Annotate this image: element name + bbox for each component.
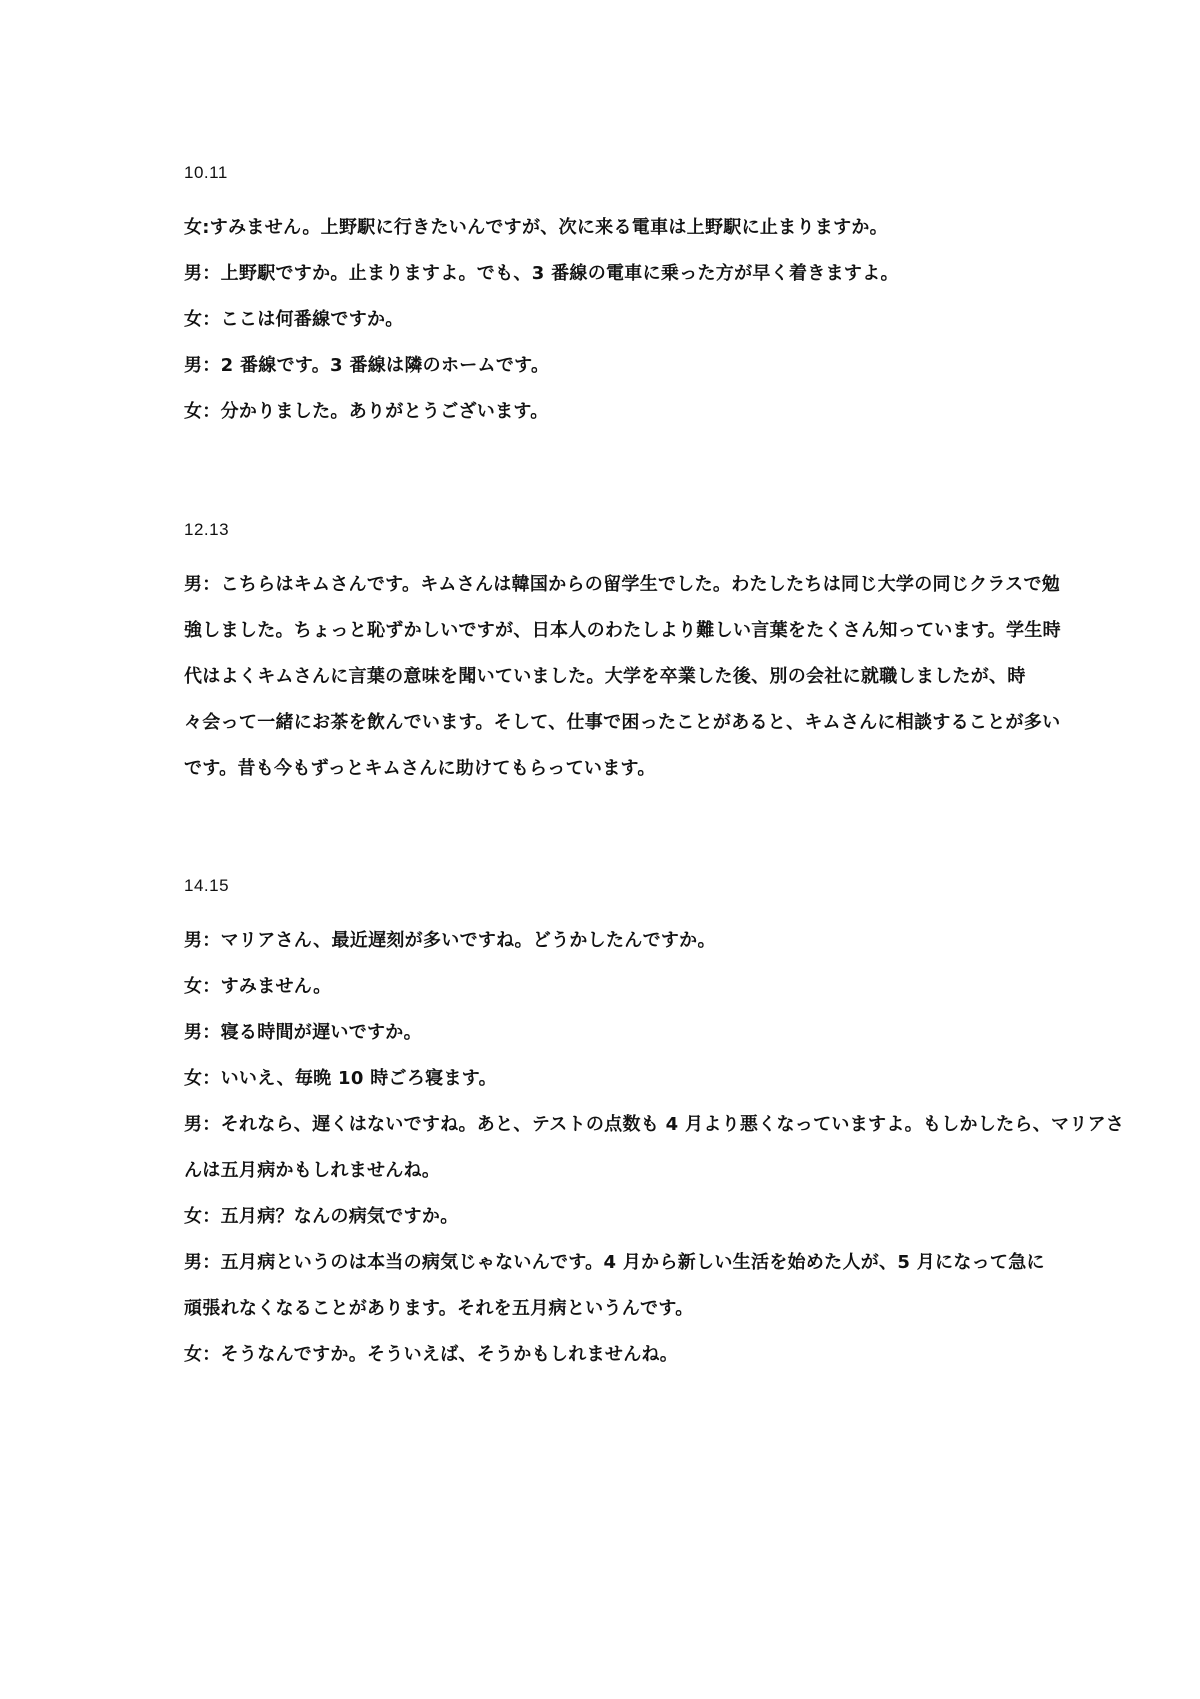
section-number: 10.11: [184, 163, 228, 182]
dialogue-line: 男：上野駅ですか。止まりますよ。でも、3 番線の電車に乗った方が早く着きますよ。: [184, 263, 899, 284]
dialogue-lines: [184, 918, 1125, 1378]
dialogue-line: 女：すみません。: [184, 976, 332, 997]
dialogue-line: 女：そうなんですか。そういえば、そうかもしれませんね。: [184, 1344, 679, 1365]
dialogue-line: 男：五月病というのは本当の病気じゃないんです。4 月から新しい生活を始めた人が、5 月になって急に: [184, 1252, 1045, 1273]
monologue-section-12-13: [184, 516, 1061, 792]
paragraph-line: 男：こちらはキムさんです。キムさんは韓国からの留学生でした。わたしたちは同じ大学の同じクラスで勉: [184, 574, 1061, 595]
dialogue-line: 男：寝る時間が遅いですか。: [184, 1022, 422, 1043]
monologue-paragraph: [184, 562, 1061, 792]
dialogue-line: 女:すみません。上野駅に行きたいんですが、次に来る電車は上野駅に止まりますか。: [184, 217, 888, 238]
dialogue-line: 女：分かりました。ありがとうございます。: [184, 401, 549, 422]
dialogue-line: 女：ここは何番線ですか。: [184, 309, 404, 330]
dialogue-section-10-11: [184, 159, 1024, 435]
dialogue-line: 男：それなら、遅くはないですね。あと、テストの点数も 4 月より悪くなっていますよ。もしかしたら、マリアさ: [184, 1114, 1125, 1135]
paragraph-line: 強しました。ちょっと恥ずかしいですが、日本人のわたしより難しい言葉をたくさん知っています。学生時: [184, 620, 1061, 641]
dialogue-line: 女：五月病？なんの病気ですか。: [184, 1206, 459, 1227]
paragraph-line: 々会って一緒にお茶を飲んでいます。そして、仕事で困ったことがあると、キムさんに相談することが多い: [184, 712, 1061, 733]
dialogue-line: 頑張れなくなることがあります。それを五月病というんです。: [184, 1298, 694, 1319]
section-number: 14.15: [184, 876, 230, 895]
section-number: 12.13: [184, 520, 230, 539]
paragraph-line: です。昔も今もずっとキムさんに助けてもらっています。: [184, 758, 656, 779]
dialogue-line: 女：いいえ、毎晩 10 時ごろ寝ます。: [184, 1068, 497, 1089]
dialogue-line: んは五月病かもしれませんね。: [184, 1160, 441, 1181]
dialogue-lines: [184, 205, 1024, 435]
paragraph-line: 代はよくキムさんに言葉の意味を聞いていました。大学を卒業した後、別の会社に就職しましたが、時: [184, 666, 1026, 687]
dialogue-section-14-15: [184, 872, 1125, 1378]
dialogue-line: 男：マリアさん、最近遅刻が多いですね。どうかしたんですか。: [184, 930, 716, 951]
dialogue-line: 男：2 番線です。3 番線は隣のホームです。: [184, 355, 550, 376]
